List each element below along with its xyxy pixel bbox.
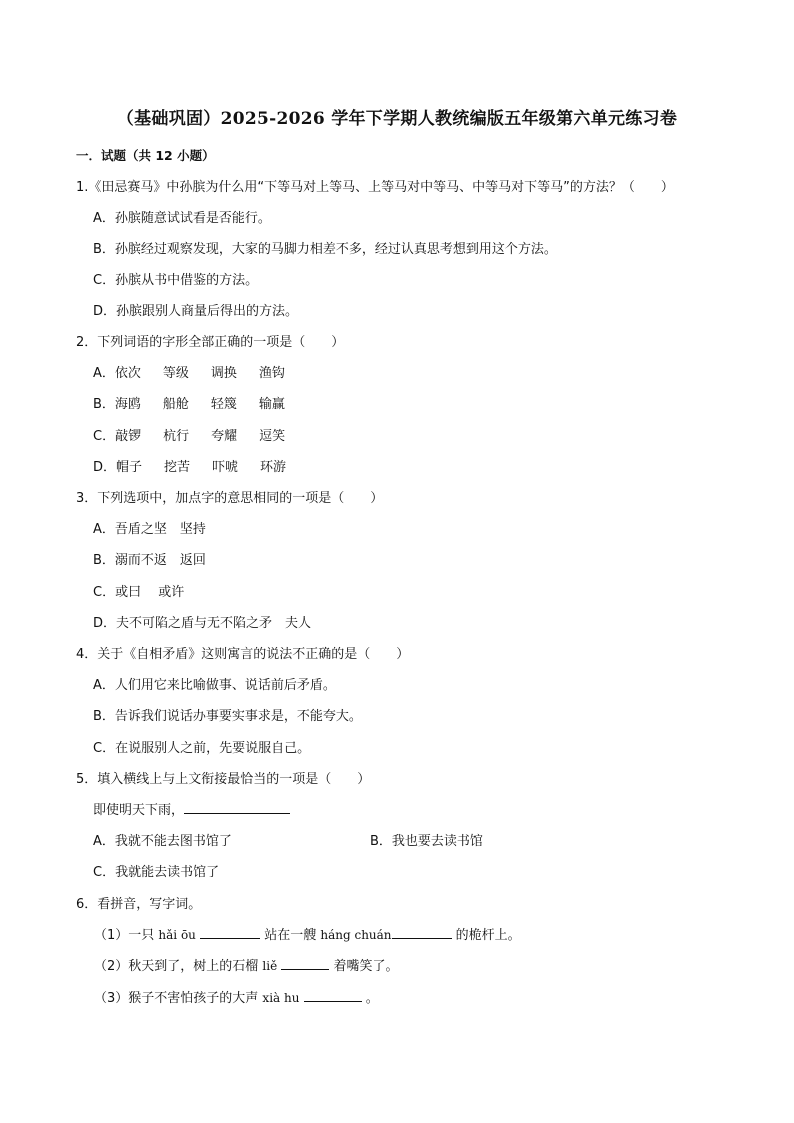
word: 输赢 [258,397,285,412]
question-1-option-b: B．孙膑经过观察发现，大家的马脚力相差不多，经过认真思考想到用这个方法。 [93,242,557,257]
question-3-option-d: D．夫不可陷之盾与无不陷之矛 夫人 [93,616,312,631]
question-1-option-a: A．孙膑随意试试看是否能行。 [93,211,271,226]
question-3-option-a: A．吾盾之坚 坚持 [93,522,206,537]
question-5-option-b: B．我也要去读书馆 [370,834,483,849]
option-label: C． [93,429,116,444]
page-title: （基础巩固）2025-2026 学年下学期人教统编版五年级第六单元练习卷 [116,109,678,129]
item-text: （2）秋天到了，树上的石榴 [94,959,259,974]
section-heading: 一．试题（共 12 小题） [76,148,215,163]
word: 海鸥 [114,397,141,412]
word: 夸耀 [211,429,238,444]
option-label: D． [93,460,117,475]
question-2-option-d [93,456,308,475]
question-5-option-c: C．我就能去读书馆了 [93,865,220,880]
question-2-option-c [93,425,307,444]
item-text: 着嘴笑了。 [333,959,399,974]
item-text: 的桅杆上。 [455,928,521,943]
question-3-option-b: B．溺而不返 返回 [93,553,206,568]
pinyin: háng chuán [320,928,392,942]
word: 依次 [114,366,141,381]
word: 轻篾 [210,397,237,412]
question-3-stem: 3．下列选项中，加点字的意思相同的一项是（ ） [76,491,384,506]
question-4-option-c: C．在说服别人之前，先要说服自己。 [93,741,311,756]
answer-blank [392,926,452,939]
word: 吓唬 [212,460,239,475]
word: 挖苦 [164,460,191,475]
question-2-option-a [93,362,307,381]
question-3-option-c: C．或曰 或许 [93,585,185,600]
word: 调换 [210,366,237,381]
answer-blank [184,801,290,814]
option-label: B． [93,397,115,412]
question-1-option-d: D．孙膑跟别人商量后得出的方法。 [93,304,299,319]
question-2-stem: 2．下列词语的字形全部正确的一项是（ ） [76,335,345,350]
answer-blank [281,957,329,970]
pinyin: liě [262,959,278,973]
question-4-option-b: B．告诉我们说话办事要实事求是，不能夸大。 [93,709,362,724]
pinyin: hǎi ōu [158,928,196,942]
word: 逗笑 [259,429,286,444]
item-text: （1）一只 [94,928,155,943]
word: 船舱 [162,397,189,412]
answer-blank [200,926,260,939]
word: 等级 [162,366,189,381]
question-1-stem: 1.《田忌赛马》中孙膑为什么用“下等马对上等马、上等马对中等马、中等马对下等马”的方法？（ ） [76,180,674,195]
word: 帽子 [116,460,143,475]
question-5-stem: 5．填入横线上与上文衔接最恰当的一项是（ ） [76,772,371,787]
question-5-prompt [93,799,290,818]
answer-blank [304,989,362,1002]
word: 杭行 [163,429,190,444]
question-2-option-b [93,393,307,412]
word: 环游 [260,460,287,475]
question-1-option-c: C．孙膑从书中借鉴的方法。 [93,273,259,288]
question-6-item-2 [94,955,399,974]
question-5-option-a: A．我就不能去图书馆了 [93,834,232,849]
question-4-option-a: A．人们用它来比喻做事、说话前后矛盾。 [93,678,336,693]
item-text: 站在一艘 [264,928,317,943]
question-6-item-3 [94,987,379,1006]
question-6-stem: 6．看拼音，写字词。 [76,897,202,912]
pinyin: xià hu [262,991,300,1005]
word: 渔钩 [258,366,285,381]
question-6-item-1 [94,924,521,943]
question-4-stem: 4．关于《自相矛盾》这则寓言的说法不正确的是（ ） [76,647,410,662]
prompt-text: 即使明天下雨， [93,803,185,818]
option-label: A． [93,366,115,381]
item-text: （3）猴子不害怕孩子的大声 [94,991,259,1006]
item-text: 。 [365,991,379,1006]
word: 敲锣 [115,429,142,444]
